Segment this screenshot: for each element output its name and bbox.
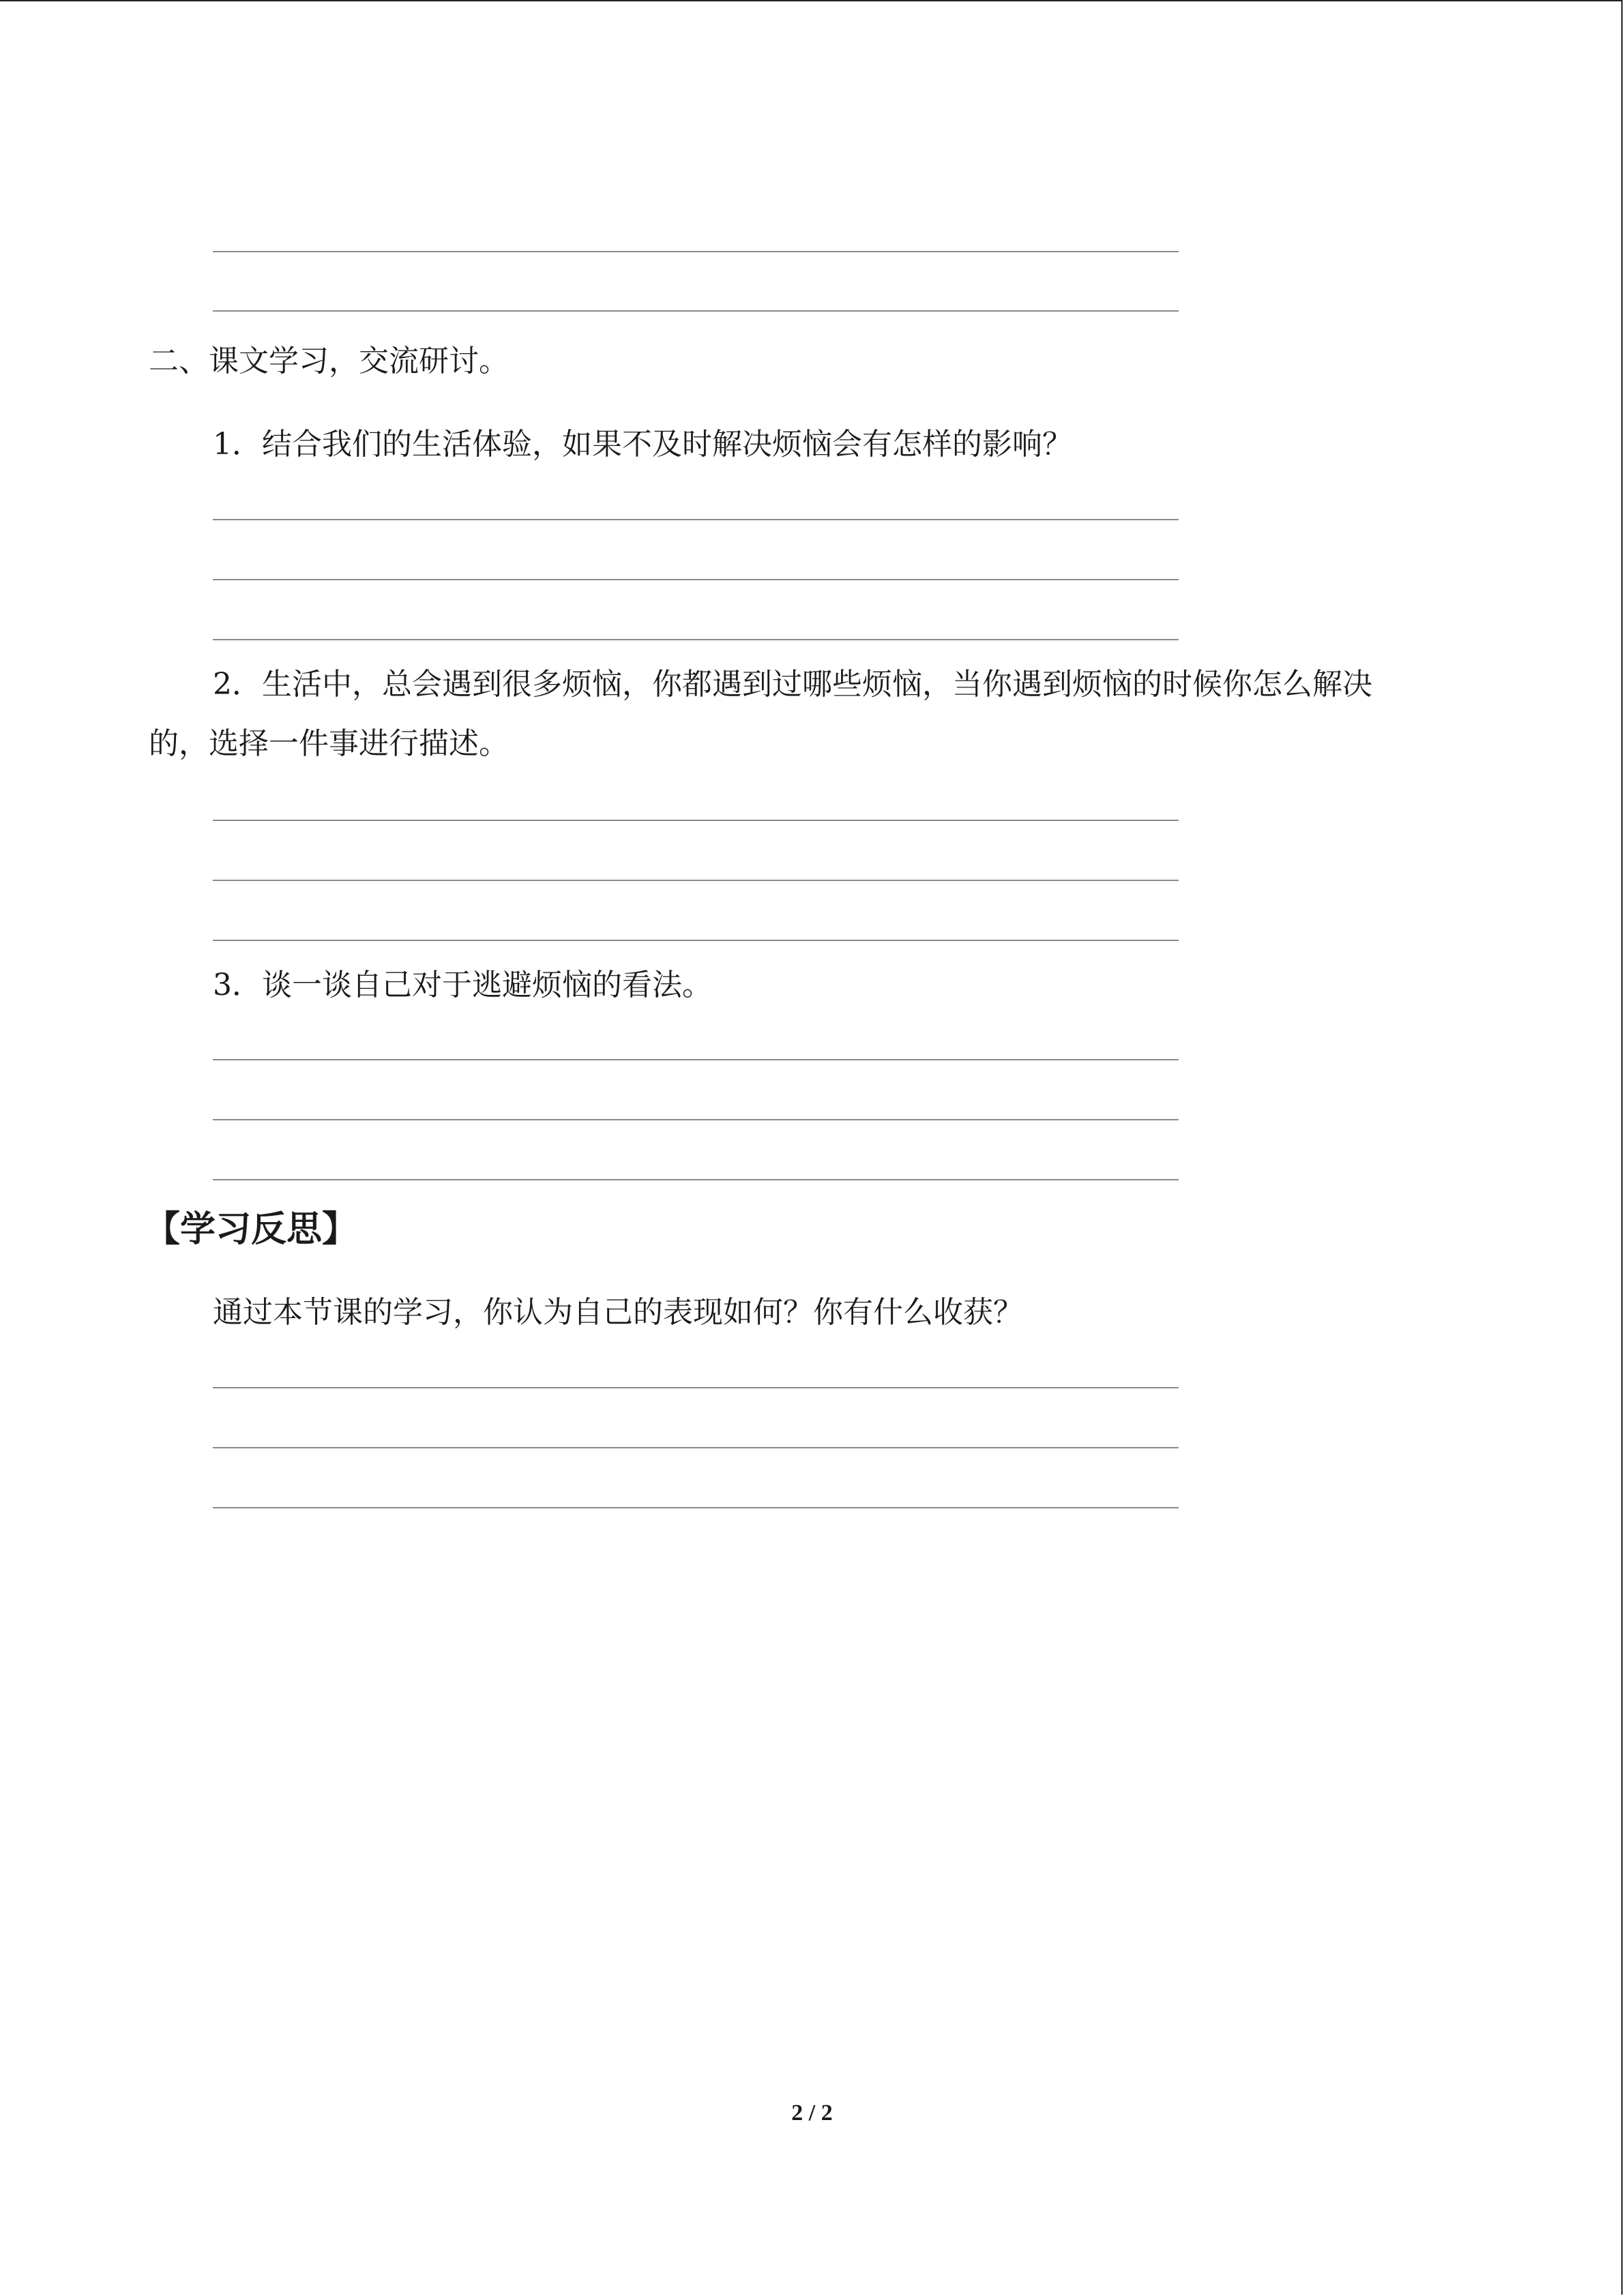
- answer-line[interactable]: [213, 310, 1179, 312]
- answer-line[interactable]: [213, 1507, 1179, 1508]
- answer-line[interactable]: [213, 1447, 1179, 1448]
- answer-line[interactable]: [213, 940, 1179, 941]
- answer-line[interactable]: [213, 880, 1179, 881]
- reflection-heading: 【学习反思】: [145, 1209, 358, 1250]
- answer-line[interactable]: [213, 519, 1179, 520]
- section-title: 二、课文学习，交流研讨。: [149, 344, 509, 378]
- question-2-line-1: 2．生活中，总会遇到很多烦恼，你都遇到过哪些烦恼，当你遇到烦恼的时候你怎么解决: [213, 667, 1372, 702]
- question-2-line-2: 的，选择一件事进行描述。: [149, 726, 509, 761]
- answer-line[interactable]: [213, 1179, 1179, 1180]
- question-1: 1．结合我们的生活体验，如果不及时解决烦恼会有怎样的影响？: [213, 427, 1072, 462]
- answer-line[interactable]: [213, 251, 1179, 252]
- reflection-prompt: 通过本节课的学习，你认为自己的表现如何？你有什么收获？: [213, 1295, 1023, 1330]
- answer-line[interactable]: [213, 579, 1179, 580]
- answer-line[interactable]: [213, 1119, 1179, 1120]
- answer-line[interactable]: [213, 1059, 1179, 1060]
- question-3: 3．谈一谈自己对于逃避烦恼的看法。: [213, 968, 712, 1002]
- page-number: 2 / 2: [791, 2100, 833, 2126]
- answer-line[interactable]: [213, 639, 1179, 640]
- answer-line[interactable]: [213, 1387, 1179, 1388]
- answer-line[interactable]: [213, 820, 1179, 821]
